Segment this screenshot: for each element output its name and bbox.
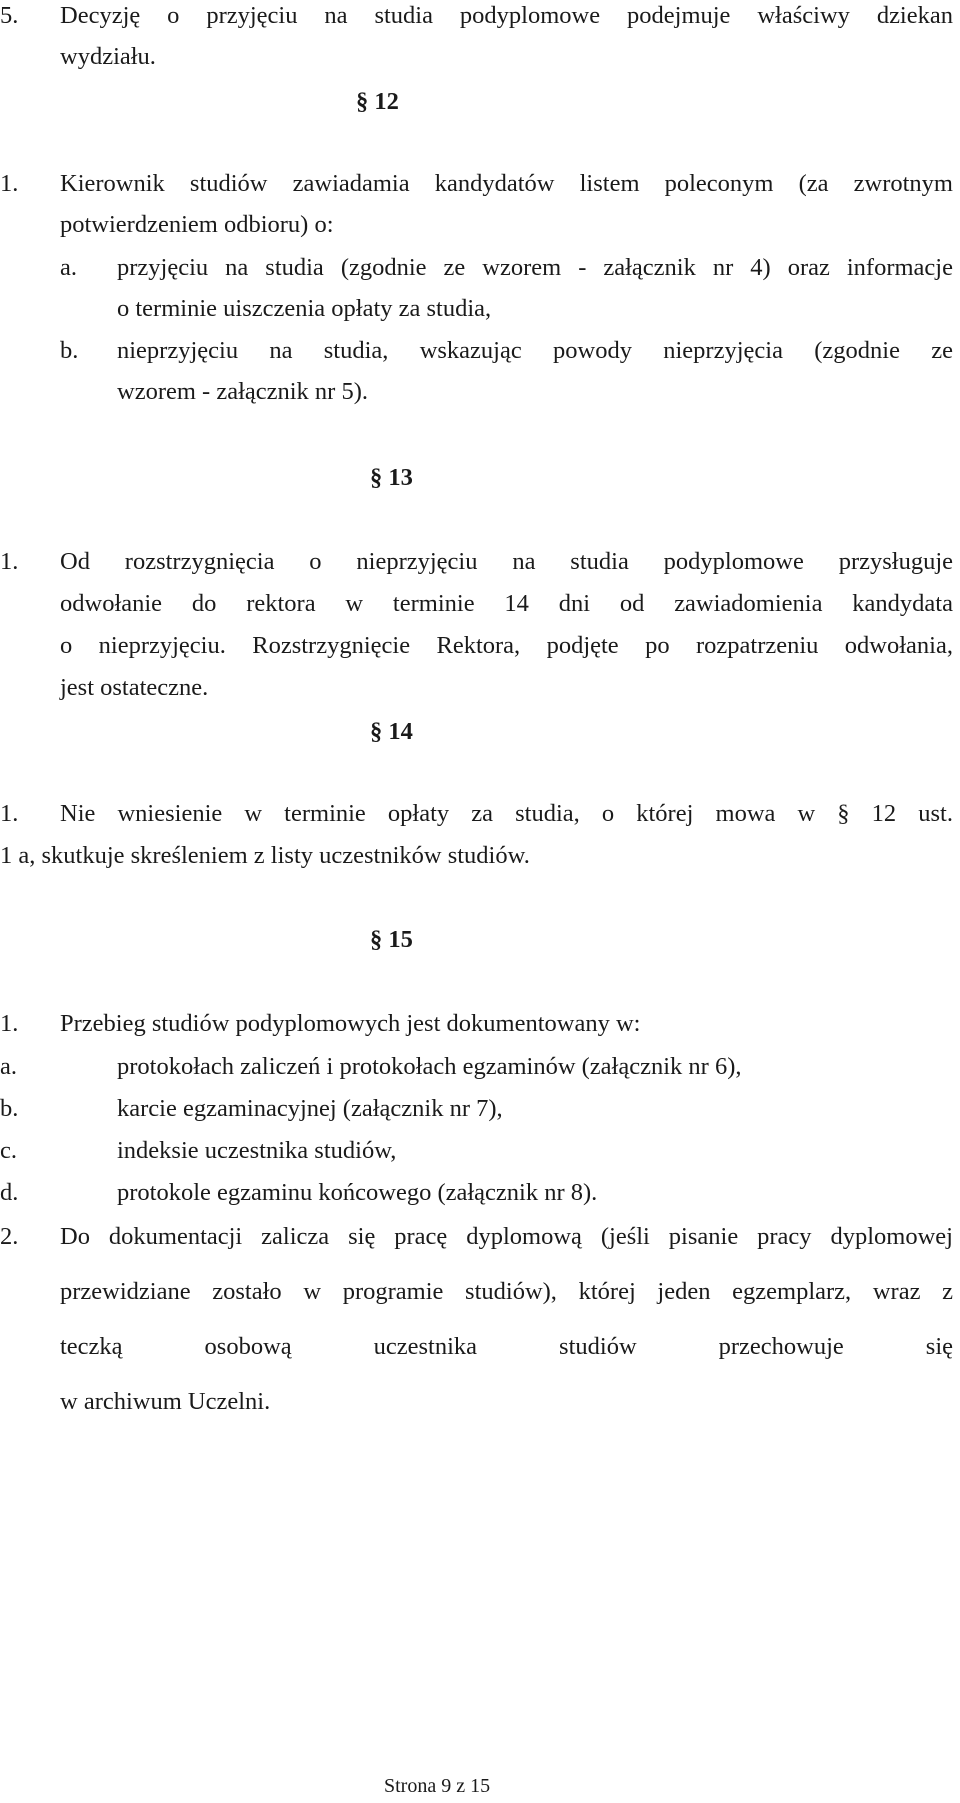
- paragraph-text: 1 a, skutkuje skreśleniem z listy uczestników studiów.: [0, 842, 530, 869]
- paragraph-text: teczką osobową uczestnika studiów przechowuje się: [60, 1333, 953, 1360]
- list-letter: b.: [60, 337, 79, 364]
- paragraph-number: 1.: [0, 548, 19, 575]
- paragraph-text: wydziału.: [60, 43, 156, 70]
- list-item-text: protokole egzaminu końcowego (załącznik nr 8).: [117, 1179, 598, 1206]
- paragraph-text: w archiwum Uczelni.: [60, 1388, 271, 1415]
- paragraph-text: Od rozstrzygnięcia o nieprzyjęciu na studia podyplomowe przysługuje: [60, 548, 953, 575]
- list-letter: a.: [60, 254, 77, 281]
- paragraph-text: odwołanie do rektora w terminie 14 dni od zawiadomienia kandydata: [60, 590, 953, 617]
- section-heading: § 14: [370, 718, 413, 745]
- paragraph-number: 1.: [0, 170, 19, 197]
- paragraph-number: 1.: [0, 1010, 19, 1037]
- paragraph-number: 2.: [0, 1223, 19, 1250]
- paragraph-text: Do dokumentacji zalicza się pracę dyplomową (jeśli pisanie pracy dyplomowej: [60, 1223, 953, 1250]
- list-letter: d.: [0, 1179, 19, 1206]
- paragraph-text: jest ostateczne.: [60, 674, 209, 701]
- list-item-text: nieprzyjęciu na studia, wskazując powody nieprzyjęcia (zgodnie ze: [117, 337, 953, 364]
- section-heading: § 15: [370, 926, 413, 953]
- section-heading: § 13: [370, 464, 413, 491]
- list-item-text: indeksie uczestnika studiów,: [117, 1137, 397, 1164]
- paragraph-number: 1.: [0, 800, 19, 827]
- paragraph-text: potwierdzeniem odbioru) o:: [60, 211, 334, 238]
- paragraph-text: Przebieg studiów podyplomowych jest dokumentowany w:: [60, 1010, 641, 1037]
- section-heading: § 12: [356, 88, 399, 115]
- paragraph-text: przewidziane zostało w programie studiów), której jeden egzemplarz, wraz z: [60, 1278, 953, 1305]
- paragraph-text: Nie wniesienie w terminie opłaty za studia, o której mowa w § 12 ust.: [60, 800, 953, 827]
- list-item-text: protokołach zaliczeń i protokołach egzaminów (załącznik nr 6),: [117, 1053, 742, 1080]
- list-letter: a.: [0, 1053, 17, 1080]
- list-item-text: przyjęciu na studia (zgodnie ze wzorem - załącznik nr 4) oraz informacje: [117, 254, 953, 281]
- paragraph-text: Kierownik studiów zawiadamia kandydatów listem poleconym (za zwrotnym: [60, 170, 953, 197]
- list-item-text: karcie egzaminacyjnej (załącznik nr 7),: [117, 1095, 503, 1122]
- paragraph-text: o nieprzyjęciu. Rozstrzygnięcie Rektora, podjęte po rozpatrzeniu odwołania,: [60, 632, 953, 659]
- list-letter: c.: [0, 1137, 17, 1164]
- paragraph-text: Decyzję o przyjęciu na studia podyplomowe podejmuje właściwy dziekan: [60, 2, 953, 29]
- list-letter: b.: [0, 1095, 19, 1122]
- page-number-footer: Strona 9 z 15: [384, 1775, 491, 1797]
- paragraph-number: 5.: [0, 2, 19, 29]
- list-item-text: wzorem - załącznik nr 5).: [117, 378, 368, 405]
- list-item-text: o terminie uiszczenia opłaty za studia,: [117, 295, 492, 322]
